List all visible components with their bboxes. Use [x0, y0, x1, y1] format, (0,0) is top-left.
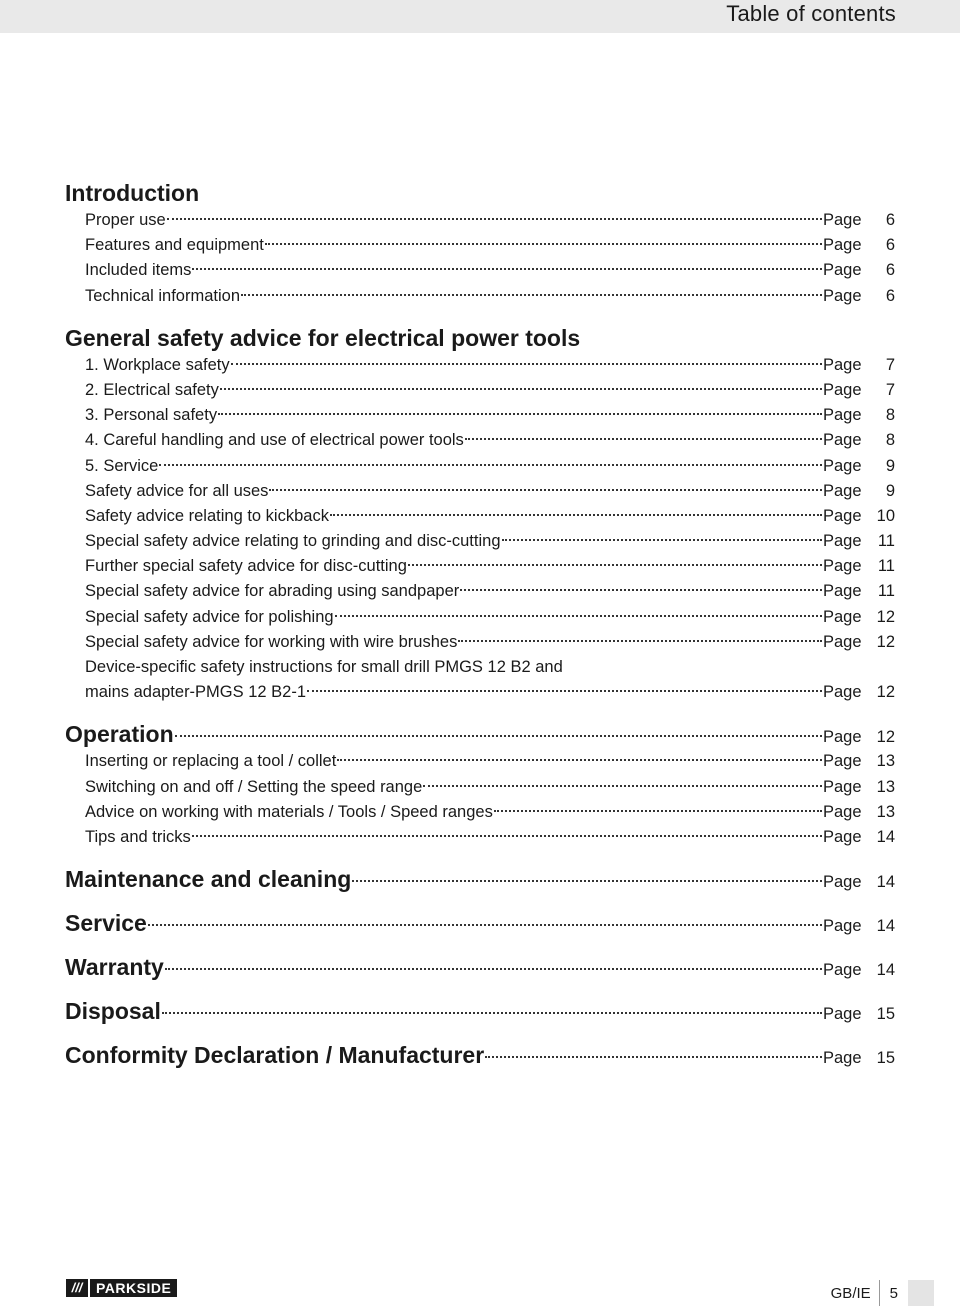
page-word: Page [823, 802, 862, 821]
toc-entry[interactable] [65, 504, 895, 529]
entry-label: 2. Electrical safety [85, 380, 219, 399]
toc-entry-line [85, 680, 895, 705]
toc-section-row[interactable] [65, 996, 895, 1026]
logo-slashes: /// [66, 1279, 88, 1297]
toc-section-row[interactable] [65, 864, 895, 894]
page-ref [823, 605, 895, 630]
toc-entry[interactable] [65, 479, 895, 504]
dot-leader [165, 968, 822, 970]
toc-section-row[interactable] [65, 908, 895, 938]
toc-entry[interactable] [65, 258, 895, 283]
toc-entry[interactable] [65, 554, 895, 579]
toc-entry[interactable] [65, 800, 895, 825]
dot-leader [335, 615, 822, 617]
page-number-ref: 13 [876, 802, 895, 821]
section-title: General safety advice for electrical power tools [65, 324, 581, 351]
page-word: Page [823, 607, 862, 626]
toc-entry[interactable] [65, 378, 895, 403]
language-code: GB/IE [830, 1284, 871, 1302]
entry-label: Further special safety advice for disc-cutting [85, 557, 407, 576]
toc-section-row[interactable] [65, 1040, 895, 1070]
page-ref [823, 428, 895, 453]
page-word: Page [823, 261, 862, 280]
page-word: Page [823, 380, 862, 399]
toc-entry[interactable] [65, 208, 895, 233]
dot-leader [337, 759, 822, 761]
page-word: Page [823, 355, 862, 374]
section-title: Introduction [65, 180, 200, 206]
dot-leader [269, 489, 822, 491]
toc-entry[interactable] [65, 579, 895, 604]
dot-leader [265, 243, 822, 245]
entry-label: Special safety advice for abrading using sandpaper [85, 582, 460, 601]
entry-label: 3. Personal safety [85, 406, 218, 425]
page-word: Page [823, 481, 862, 500]
dot-leader [408, 564, 822, 566]
page-number-ref: 11 [877, 532, 895, 551]
toc-section [65, 323, 895, 706]
page-ref [823, 1043, 895, 1073]
toc-entry[interactable] [65, 529, 895, 554]
page-ref [823, 722, 895, 752]
dot-leader [423, 785, 822, 787]
entry-label: Switching on and off / Setting the speed range [85, 777, 423, 796]
toc-entry[interactable] [65, 428, 895, 453]
toc-entry[interactable] [65, 655, 895, 705]
toc-entry[interactable] [65, 233, 895, 258]
page-word: Page [823, 286, 862, 305]
dot-leader [159, 464, 822, 466]
page-number-ref: 11 [877, 582, 895, 601]
page-ref [823, 579, 895, 604]
page-word: Page [823, 532, 862, 551]
dot-leader [241, 294, 822, 296]
page-number-ref: 12 [876, 683, 895, 702]
page-word: Page [823, 683, 862, 702]
page-number-ref: 14 [876, 873, 895, 892]
dot-leader [218, 413, 822, 415]
toc-entry[interactable] [65, 353, 895, 378]
toc-section [65, 178, 895, 309]
dot-leader [192, 268, 822, 270]
toc-entry[interactable] [65, 284, 895, 309]
page-ref [823, 529, 895, 554]
dot-leader [175, 735, 822, 737]
toc-entry[interactable] [65, 749, 895, 774]
dot-leader [167, 218, 822, 220]
page-number-ref: 9 [885, 456, 895, 475]
header-bar [0, 0, 960, 33]
page-ref [823, 630, 895, 655]
page-ref [823, 680, 895, 705]
page-ref [823, 258, 895, 283]
section-title: Maintenance and cleaning [65, 866, 352, 893]
entry-label: Tips and tricks [85, 827, 191, 846]
entry-label: Inserting or replacing a tool / collet [85, 752, 337, 771]
page-ref [823, 800, 895, 825]
page-ref [823, 775, 895, 800]
dot-leader [458, 640, 822, 642]
dot-leader [220, 388, 822, 390]
entry-label: Special safety advice for polishing [85, 607, 334, 626]
entry-label: Special safety advice relating to grinding and disc-cutting [85, 532, 501, 551]
page-ref [823, 403, 895, 428]
toc-section [65, 719, 895, 850]
page-word: Page [823, 1049, 862, 1068]
entry-label: Advice on working with materials / Tools / Speed ranges [85, 802, 493, 821]
entry-label: 4. Careful handling and use of electrical power tools [85, 431, 464, 450]
entry-label: Technical information [85, 286, 240, 305]
toc-section [65, 996, 895, 1026]
page-ref [823, 749, 895, 774]
page-ref [823, 233, 895, 258]
page-number-ref: 6 [885, 261, 895, 280]
page-word: Page [823, 557, 862, 576]
entry-label: Special safety advice for working with wire brushes [85, 632, 458, 651]
dot-leader [330, 514, 822, 516]
page-word: Page [823, 456, 862, 475]
page-word: Page [823, 506, 862, 525]
toc-entry[interactable] [65, 825, 895, 850]
page-word: Page [823, 917, 862, 936]
page-number-ref: 14 [876, 961, 895, 980]
dot-leader [502, 539, 823, 541]
page-ref [823, 454, 895, 479]
page-number-ref: 14 [876, 827, 895, 846]
section-title: Conformity Declaration / Manufacturer [65, 1042, 485, 1069]
page-ref [823, 955, 895, 985]
page-word: Page [823, 582, 862, 601]
parkside-logo [66, 1279, 177, 1297]
entry-label: Safety advice relating to kickback [85, 506, 329, 525]
entry-label: 5. Service [85, 456, 159, 475]
page-number-ref: 6 [885, 211, 895, 229]
toc-section [65, 908, 895, 938]
toc-entry[interactable] [65, 454, 895, 479]
page-ref [823, 999, 895, 1029]
entry-label: Safety advice for all uses [85, 481, 269, 500]
page-ref [823, 479, 895, 504]
page-ref [823, 378, 895, 403]
entry-label-continued: mains adapter-PMGS 12 B2-1 [85, 683, 307, 702]
logo-text: PARKSIDE [90, 1279, 177, 1297]
toc-section [65, 1040, 895, 1070]
page-ref [823, 284, 895, 309]
page-number-ref: 6 [885, 236, 895, 255]
page-word: Page [823, 236, 862, 255]
page-word: Page [823, 632, 862, 651]
page-word: Page [823, 431, 862, 450]
table-of-contents [65, 178, 895, 1084]
toc-entry[interactable] [65, 775, 895, 800]
page-number-ref: 7 [885, 355, 895, 374]
page-number-ref: 14 [876, 917, 895, 936]
toc-section [65, 864, 895, 894]
toc-entry[interactable] [65, 403, 895, 428]
page-word: Page [823, 752, 862, 771]
dot-leader [485, 1056, 822, 1058]
page-number-ref: 9 [885, 481, 895, 500]
page-ref [823, 353, 895, 378]
entry-label: Included items [85, 261, 192, 280]
toc-section-row[interactable] [65, 719, 895, 749]
entry-label: Features and equipment [85, 236, 264, 255]
page-word: Page [823, 728, 862, 747]
dot-leader [231, 363, 822, 365]
page-word: Page [823, 873, 862, 892]
page-number-ref: 12 [876, 728, 895, 747]
entry-label: Proper use [85, 211, 166, 229]
page-word: Page [823, 827, 862, 846]
page-number-ref: 8 [885, 406, 895, 425]
page-ref [823, 825, 895, 850]
toc-entry[interactable] [65, 630, 895, 655]
page-number-ref: 11 [877, 557, 895, 576]
toc-entry[interactable] [65, 605, 895, 630]
section-title: Operation [65, 721, 174, 748]
page-number-ref: 15 [876, 1049, 895, 1068]
page-number-ref: 12 [876, 607, 895, 626]
dot-leader [460, 589, 822, 591]
section-title: Disposal [65, 998, 161, 1025]
page-ref [823, 867, 895, 897]
page-number-ref: 12 [876, 632, 895, 651]
page-ref [823, 208, 895, 233]
page-word: Page [823, 961, 862, 980]
dot-leader [465, 438, 822, 440]
page-number-ref: 10 [876, 506, 895, 525]
toc-section [65, 952, 895, 982]
footer-page-info [831, 1279, 934, 1307]
page-header-title: Table of contents [726, 1, 896, 26]
page-number-ref: 6 [885, 286, 895, 305]
footer-grey-box [908, 1280, 934, 1306]
dot-leader [148, 924, 822, 926]
section-title: Warranty [65, 954, 164, 981]
page-number-ref: 7 [885, 380, 895, 399]
page-word: Page [823, 1005, 862, 1024]
dot-leader [162, 1012, 822, 1014]
page-number-ref: 13 [876, 752, 895, 771]
entry-label: 1. Workplace safety [85, 355, 230, 374]
page-number-ref: 15 [876, 1005, 895, 1024]
page-number: 5 [889, 1284, 898, 1302]
toc-entry-line [85, 655, 895, 680]
dot-leader [192, 835, 822, 837]
page-ref [823, 911, 895, 941]
page-word: Page [823, 406, 862, 425]
page-word: Page [823, 211, 862, 229]
page-word: Page [823, 777, 862, 796]
dot-leader [352, 880, 822, 882]
page-ref [823, 554, 895, 579]
toc-section-row[interactable] [65, 952, 895, 982]
page-number-ref: 8 [885, 431, 895, 450]
section-title: Service [65, 910, 147, 937]
dot-leader [494, 810, 822, 812]
page-number-ref: 13 [876, 777, 895, 796]
entry-label: Device-specific safety instructions for small drill PMGS 12 B2 and [85, 658, 563, 676]
page-ref [823, 504, 895, 529]
dot-leader [307, 690, 822, 692]
